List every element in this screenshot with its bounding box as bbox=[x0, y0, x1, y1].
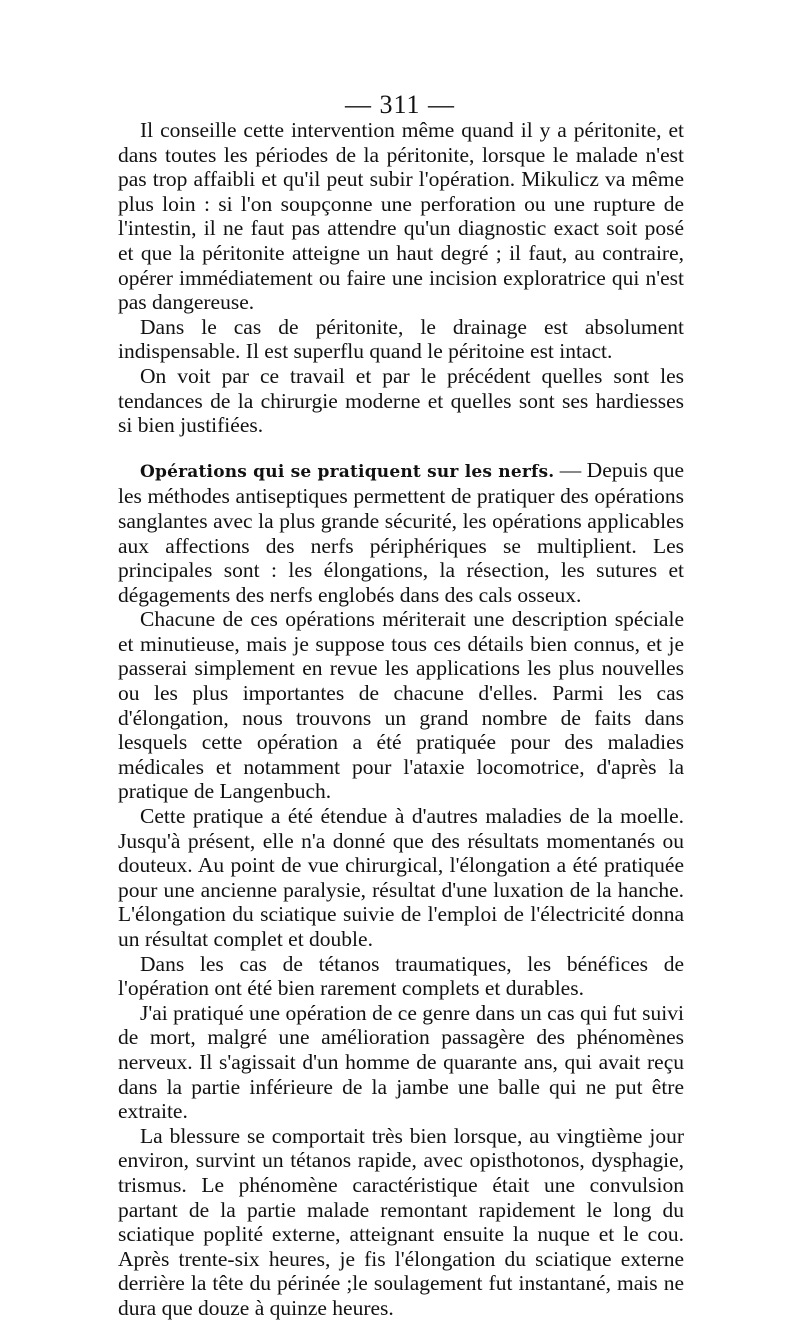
paragraph: On voit par ce travail et par le précédent quelles sont les tendances de la chirurgie moderne et quelles sont ses hardiesses si bien justifiées. bbox=[118, 363, 684, 438]
section-heading: Opérations qui se pratiquent sur les nerfs. bbox=[140, 461, 555, 482]
body-text bbox=[118, 118, 684, 1321]
paragraph: La blessure se comportait très bien lorsque, au vingtième jour environ, survint un tétanos rapide, avec opisthotonos, dysphagie, trismus. Le phénomène caractéristique était une convulsion partant de la partie malade remontant rapidement le long du sciatique poplité externe, atteignant ensuite la nuque et le cou. Après trente-six heures, je fis l'élongation du sciatique externe derrière la tête du périnée ;le soulagement fut instantané, mais ne dura que douze à quinze heures. bbox=[118, 1123, 684, 1320]
paragraph: Dans le cas de péritonite, le drainage est absolument indispensable. Il est superflu quand le péritoine est intact. bbox=[118, 314, 684, 364]
section-lead-text: — Depuis que les méthodes antiseptiques permettent de pratiquer des opérations sanglantes avec la plus grande sécurité, les opérations applicables aux affections des nerfs périphériques se multiplient. Les principales sont : les élongations, la résection, les sutures et dégagements des nerfs englobés dans des cals osseux. bbox=[118, 457, 684, 607]
paragraph: J'ai pratiqué une opération de ce genre dans un cas qui fut suivi de mort, malgré une amélioration passagère des phénomènes nerveux. Il s'agissait d'un homme de quarante ans, qui avait reçu dans la partie inférieure de la jambe une balle qui ne put être extraite. bbox=[118, 1000, 684, 1124]
paragraph: Dans les cas de tétanos traumatiques, les bénéfices de l'opération ont été bien rarement complets et durables. bbox=[118, 951, 684, 1001]
paragraph: Cette pratique a été étendue à d'autres maladies de la moelle. Jusqu'à présent, elle n'a donné que des résultats momentanés ou douteux. Au point de vue chirurgical, l'élongation a été pratiquée pour une ancienne paralysie, résultat d'une luxation de la hanche. L'élongation du sciatique suivie de l'emploi de l'électricité donna un résultat complet et double. bbox=[118, 804, 684, 951]
paragraph: Il conseille cette intervention même quand il y a péritonite, et dans toutes les périodes de la péritonite, lorsque le malade n'est pas trop affaibli et qu'il peut subir l'opération. Mikulicz va même plus loin : si l'on soupçonne une perforation ou une rupture de l'intestin, il ne faut pas attendre qu'un diagnostic exact soit posé et que la péritonite atteigne un haut degré ; il faut, au contraire, opérer immédiatement ou faire une incision exploratrice qui n'est pas dangereuse. bbox=[118, 118, 684, 315]
section-paragraph bbox=[118, 458, 684, 608]
page-number: — 311 — bbox=[344, 90, 456, 119]
paragraph: Chacune de ces opérations mériterait une description spéciale et minutieuse, mais je suppose tous ces détails bien connus, et je passerai simplement en revue les applications les plus nouvelles ou les plus importantes de chacune d'elles. Parmi les cas d'élongation, nous trouvons un grand nombre de faits dans lesquels cette opération a été pratiquée pour des maladies médicales et notamment pour l'ataxie locomotrice, d'après la pratique de Langenbuch. bbox=[118, 607, 684, 804]
